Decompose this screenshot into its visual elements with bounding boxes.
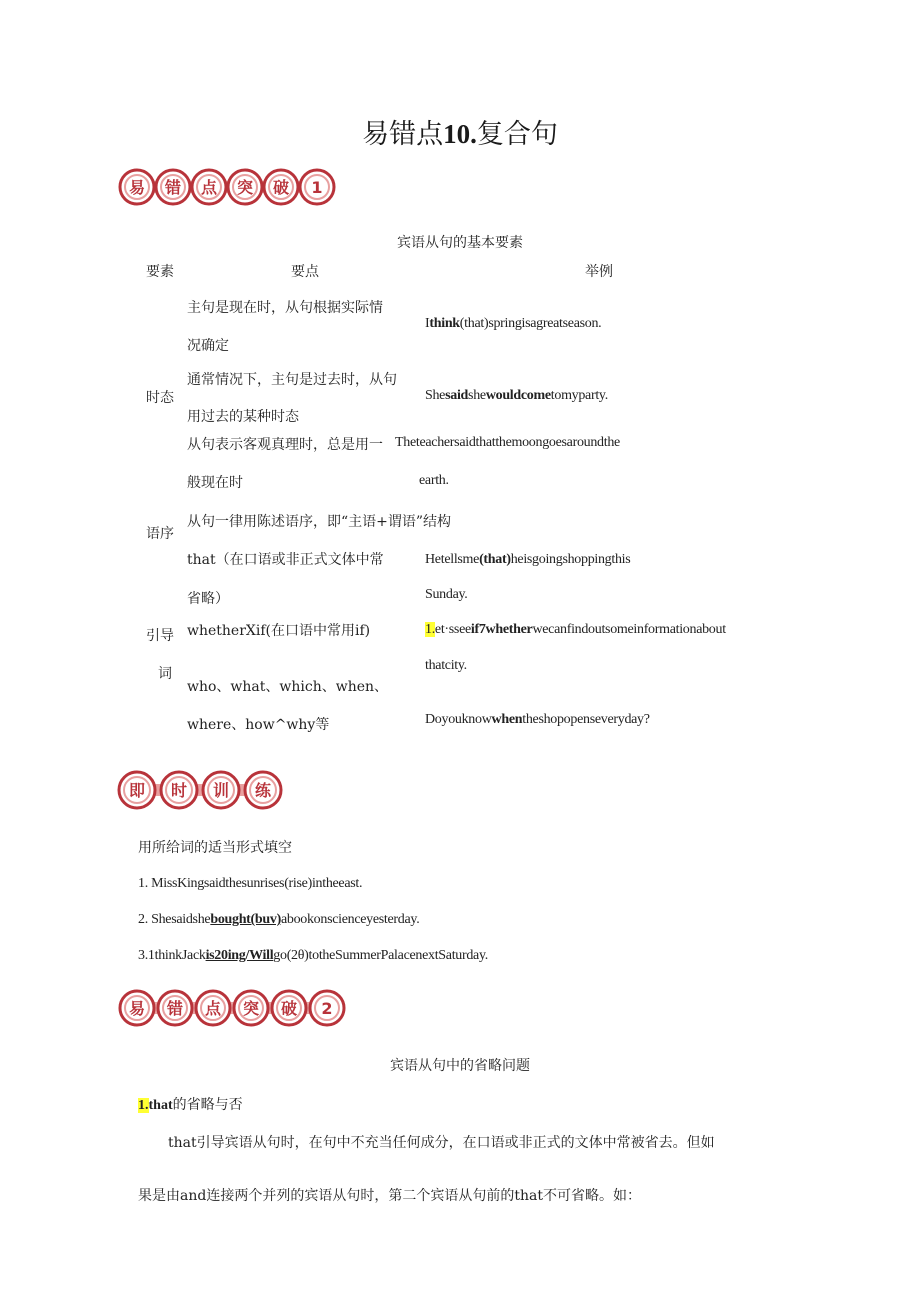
banner-char: 错	[166, 999, 184, 1018]
section2-paragraph-1: that引导宾语从句时，在句中不充当任何成分，在口语或非正式的文体中常被省去。但如	[168, 1135, 715, 1151]
section2-heading: 1.that的省略与否	[138, 1097, 243, 1113]
banner-char: 错	[164, 178, 182, 197]
practice-question-3: 3.1thinkJackis20ing/Willgo(2θ)totheSummerPalacenextSaturday.	[138, 948, 488, 963]
intro-point-1a: that（在口语或非正式文体中常	[187, 552, 384, 568]
banner-char: 破	[280, 999, 298, 1018]
tense-point-2b: 用过去的某种时态	[187, 409, 299, 425]
intro-example-3: Doyouknowwhentheshopopenseveryday?	[425, 712, 650, 727]
header-key-point: 要点	[291, 264, 319, 280]
intro-example-1b: Sunday.	[425, 587, 468, 602]
banner-char: 训	[212, 781, 230, 800]
practice-question-2: 2. Shesaidshebought(buv)abookonscienceyesterday.	[138, 912, 420, 927]
banner-char: 易	[128, 999, 146, 1018]
intro-point-2: whetherXif(在口语中常用if)	[187, 623, 371, 639]
banner-char: 练	[254, 781, 272, 800]
section-banner-1	[117, 164, 347, 210]
banner-char: 破	[272, 178, 290, 197]
row-label-tense: 时态	[146, 390, 174, 406]
practice-question-1: 1. MissKingsaidthesunrises(rise)intheeast.	[138, 876, 363, 891]
intro-example-1a: Hetellsme(that)heisgoingshoppingthis	[425, 552, 631, 567]
intro-point-1b: 省略）	[187, 591, 229, 607]
tense-example-3b: earth.	[419, 473, 449, 488]
banner-char: 易	[128, 178, 146, 197]
banner-3-graphic	[117, 985, 357, 1031]
tense-point-2a: 通常情况下，主句是过去时，从句	[187, 372, 397, 388]
table-caption: 宾语从句的基本要素	[397, 235, 523, 251]
banner-char: 点	[200, 178, 218, 197]
tense-point-3b: 般现在时	[187, 475, 243, 491]
section2-caption: 宾语从句中的省略问题	[390, 1058, 530, 1074]
banner-char: 2	[321, 999, 333, 1018]
intro-example-2b: thatcity.	[425, 658, 467, 673]
banner-char: 突	[242, 999, 260, 1018]
banner-char: 即	[128, 781, 146, 800]
row-label-order: 语序	[146, 526, 174, 542]
section2-paragraph-2: 果是由and连接两个并列的宾语从句时，第二个宾语从句前的that不可省略。如：	[138, 1188, 641, 1204]
tense-point-3a: 从句表示客观真理时，总是用一	[187, 437, 383, 453]
intro-example-2a: 1.et·sseeif7whetherwecanfindoutsomeinformationabout	[425, 622, 726, 637]
row-label-intro-2: 词	[158, 666, 172, 682]
section-banner-practice	[117, 767, 287, 813]
header-example: 举例	[585, 264, 613, 280]
row-label-intro-1: 引导	[146, 628, 174, 644]
tense-point-1b: 况确定	[187, 338, 229, 354]
tense-example-2: Shesaidshewouldcometomyparty.	[425, 388, 608, 403]
header-element: 要素	[146, 264, 174, 280]
banner-2-graphic	[117, 767, 287, 813]
banner-char: 突	[236, 178, 254, 197]
banner-1-graphic	[117, 164, 347, 210]
section-banner-2	[117, 985, 357, 1031]
intro-point-3a: who、what、which、when、	[187, 679, 389, 695]
tense-point-1a: 主句是现在时，从句根据实际情	[187, 300, 383, 316]
tense-example-3a: Theteachersaidthatthemoongoesaroundthe	[395, 435, 620, 450]
order-point: 从句一律用陈述语序，即“主语+谓语”结构	[187, 514, 452, 530]
banner-char: 点	[204, 999, 222, 1018]
banner-char: 时	[170, 781, 188, 800]
page-title: 易错点10.复合句	[362, 119, 558, 150]
practice-instruction: 用所给词的适当形式填空	[138, 840, 292, 856]
banner-char: 1	[311, 178, 323, 197]
intro-point-3b: where、how^why等	[187, 717, 330, 733]
tense-example-1: Ithink(that)springisagreatseason.	[425, 316, 602, 331]
